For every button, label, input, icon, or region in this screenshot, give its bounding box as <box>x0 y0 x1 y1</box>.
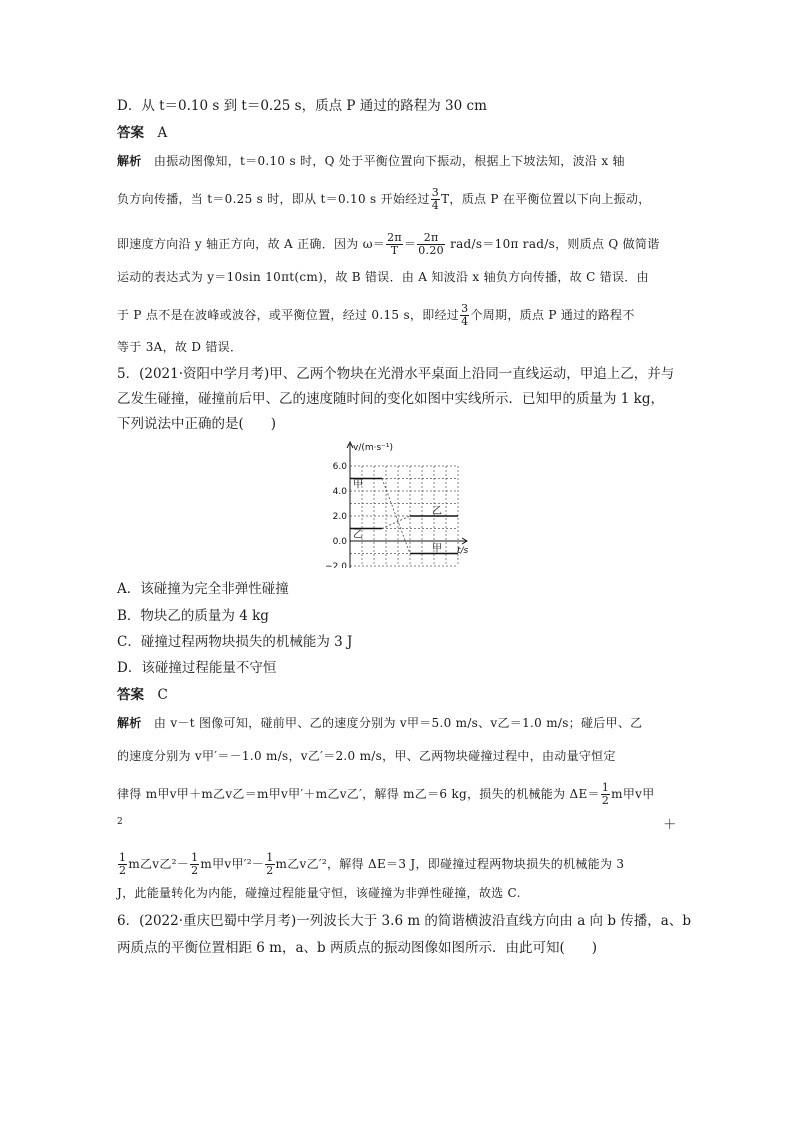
explanation-line <box>117 187 651 212</box>
fraction: $\frac{2\pi}{0.20}$ <box>418 231 444 257</box>
fraction: $\frac{3}{4}$ <box>431 186 440 212</box>
explanation-text: m乙v乙²－ <box>128 857 190 871</box>
explanation-line: 运动的表达式为 y＝10sin 10πt(cm)，故 B 错误．由 A 知波沿 x 轴负方向传播，故 C 错误．由 <box>117 270 649 284</box>
fraction: $\frac{1}{2}$ <box>191 851 199 877</box>
explanation-text: m甲v甲′²－ <box>200 857 265 871</box>
explanation-text: 即速度方向沿 y 轴正方向，故 A 正确．因为 ω＝ <box>117 237 386 251</box>
explanation-line <box>117 714 643 732</box>
answer-line <box>117 124 167 142</box>
y-tick-label: 2.0 <box>332 512 347 522</box>
explanation-text: 由 v－t 图像可知，碰前甲、乙的速度分别为 v甲＝5.0 m/s、v乙＝1.0 m/s；碰后甲、乙 <box>153 716 643 730</box>
y-axis-label: v/(m·s⁻¹) <box>353 443 394 453</box>
answer-label: 答案 <box>117 125 144 141</box>
q5-option-a: A．该碰撞为完全非弹性碰撞 <box>117 581 289 597</box>
fraction: $\frac{2\pi}{T}$ <box>387 231 402 257</box>
y-tick-label: 6.0 <box>332 462 347 472</box>
q5-stem: 下列说法中正确的是( ) <box>117 416 277 432</box>
answer-value: C <box>157 687 168 703</box>
fraction: $\frac{3}{4}$ <box>461 302 469 328</box>
explanation-text: 由振动图像知，t＝0.10 s 时，Q 处于平衡位置向下振动，根据上下坡法知，波沿 x 轴 <box>153 154 625 168</box>
option-d-prev: D．从 t＝0.10 s 到 t＝0.25 s，质点 P 通过的路程为 30 cm <box>117 98 487 114</box>
q6-stem: 6．(2022·重庆巴蜀中学月考)一列波长大于 3.6 m 的简谐横波沿直线方向由 a 向 b 传播，a、b <box>117 913 691 929</box>
explanation-line: 的速度分别为 v甲′＝－1.0 m/s，v乙′＝2.0 m/s，甲、乙两物块碰撞过程中，由动量守恒定 <box>117 749 616 763</box>
answer-label: 答案 <box>117 687 144 703</box>
series-label-before: 乙 <box>353 529 363 541</box>
q5-option-b: B．物块乙的质量为 4 kg <box>117 608 269 624</box>
q6-stem: 两质点的平衡位置相距 6 m，a、b 两质点的振动图像如图所示．由此可知( ) <box>117 940 597 956</box>
series-label-after: 甲 <box>432 543 442 555</box>
explanation-line <box>117 782 655 807</box>
y-tick-label: 0.0 <box>332 537 347 547</box>
explanation-text: 负方向传播，当 t＝0.25 s 时，即从 t＝0.10 s 开始经过 <box>117 192 430 206</box>
fraction: $\frac{1}{2}$ <box>266 851 274 877</box>
x-axis-label: t/s <box>457 546 469 556</box>
y-tick-label: 4.0 <box>332 487 347 497</box>
explanation-line <box>117 232 660 257</box>
answer-value: A <box>157 125 168 141</box>
explanation-label: 解析 <box>117 716 142 730</box>
series-label-before: 甲 <box>353 479 363 491</box>
explanation-label: 解析 <box>117 154 142 168</box>
explanation-text: ＝ <box>403 237 417 251</box>
explanation-line: J，此能量转化为内能，碰撞过程能量守恒，该碰撞为非弹性碰撞，故选 C. <box>117 886 521 900</box>
superscript-fragment: 2 <box>117 817 124 827</box>
explanation-text: 个周期，质点 P 通过的路程不 <box>470 308 635 322</box>
series-label-after: 乙 <box>432 506 442 517</box>
answer-line <box>117 686 168 704</box>
fraction: $\frac{1}{2}$ <box>119 851 127 877</box>
q5-option-c: C．碰撞过程两物块损失的机械能为 3 J <box>117 634 353 650</box>
explanation-line: 等于 3A，故 D 错误． <box>117 340 243 354</box>
explanation-text: 律得 m甲v甲＋m乙v乙＝m甲v甲′＋m乙v乙′，解得 m乙＝6 kg，损失的机械能为 ΔE＝ <box>117 787 600 801</box>
velocity-time-chart <box>320 438 480 568</box>
q5-stem: 乙发生碰撞，碰撞前后甲、乙的速度随时间的变化如图中实线所示．已知甲的质量为 1 kg， <box>117 391 664 407</box>
fraction: $\frac{1}{2}$ <box>601 781 610 807</box>
explanation-line <box>117 852 624 877</box>
explanation-text: rad/s＝10π rad/s，则质点 Q 做简谐 <box>445 237 660 251</box>
y-tick-label: −2.0 <box>325 562 347 568</box>
explanation-line <box>117 152 625 170</box>
explanation-text: T，质点 P 在平衡位置以下向上振动， <box>441 192 651 206</box>
explanation-line <box>117 303 635 328</box>
q5-option-d: D．该碰撞过程能量不守恒 <box>117 660 277 676</box>
plus-fragment: ＋ <box>663 817 677 833</box>
explanation-text: 于 P 点不是在波峰或波谷，或平衡位置，经过 0.15 s，即经过 <box>117 308 460 322</box>
explanation-text: m甲v甲 <box>611 787 655 801</box>
explanation-text: m乙v乙′²，解得 ΔE＝3 J，即碰撞过程两物块损失的机械能为 3 <box>275 857 625 871</box>
q5-stem: 5．(2021·资阳中学月考)甲、乙两个物块在光滑水平桌面上沿同一直线运动，甲追上乙，并与 <box>117 366 675 382</box>
